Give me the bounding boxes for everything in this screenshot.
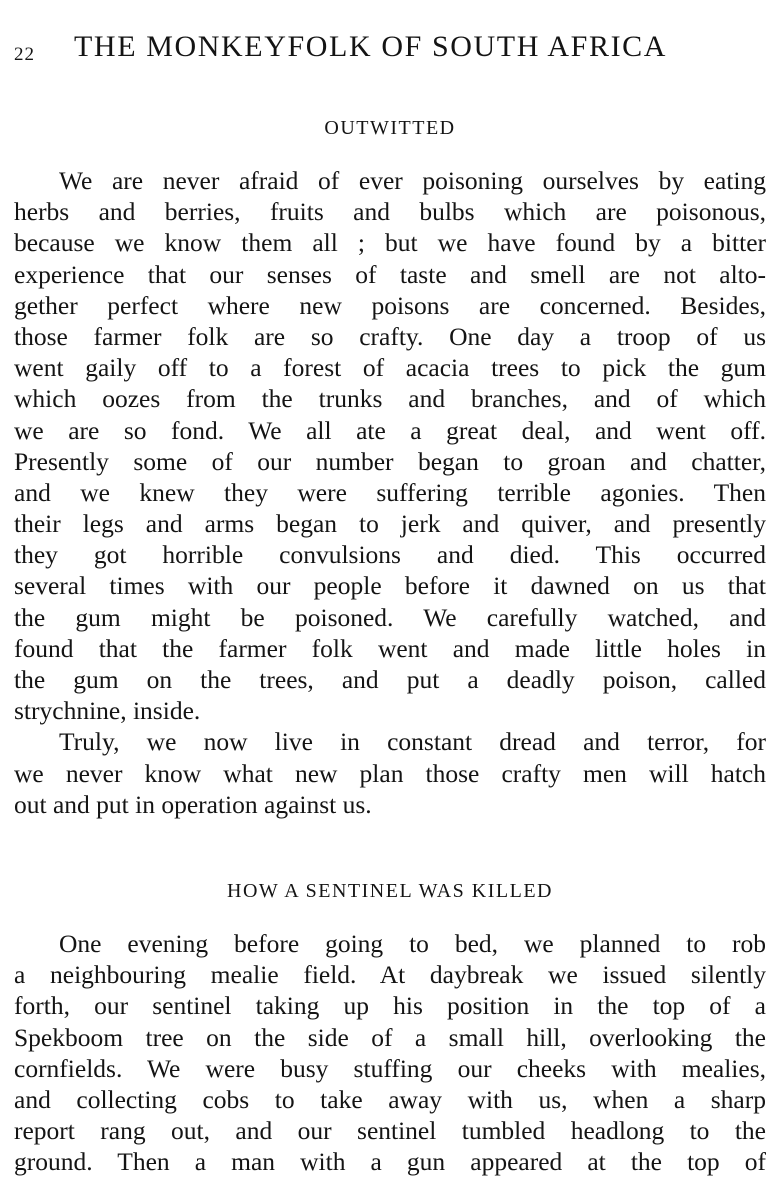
text-line: We are never afraid of ever poisoning ourselves by eating xyxy=(59,166,766,195)
text-line: we never know what new plan those crafty men will hatch xyxy=(14,758,766,788)
text-line: cornfields. We were busy stuffing our cheeks with mealies, xyxy=(14,1053,766,1083)
text-line: and collecting cobs to take away with us, when a sharp xyxy=(14,1084,766,1114)
text-line: out and put in operation against us. xyxy=(14,789,372,819)
text-line: their legs and arms began to jerk and quiver, and presently xyxy=(14,509,766,539)
running-title: THE MONKEYFOLK OF SOUTH AFRICA xyxy=(74,30,668,63)
text-line: forth, our sentinel taking up his position in the top of a xyxy=(14,991,766,1021)
text-line: One evening before going to bed, we planned to rob xyxy=(59,929,766,958)
page-number: 22 xyxy=(14,44,35,65)
section-heading-outwitted: OUTWITTED xyxy=(324,117,456,139)
text-line: gether perfect where new poisons are concerned. Besides, xyxy=(14,290,766,320)
text-line: report rang out, and our sentinel tumbled headlong to the xyxy=(14,1116,766,1146)
text-line: herbs and berries, fruits and bulbs which are poisonous, xyxy=(14,197,766,227)
text-line: which oozes from the trunks and branches, and of which xyxy=(14,384,766,414)
text-line: because we know them all ; but we have found by a bitter xyxy=(14,228,766,258)
text-line: and we knew they were suffering terrible agonies. Then xyxy=(14,477,766,507)
text-line: we are so fond. We all ate a great deal, and went off. xyxy=(14,415,766,445)
text-line: went gaily off to a forest of acacia trees to pick the gum xyxy=(14,353,766,383)
text-line: strychnine, inside. xyxy=(14,696,201,726)
text-line: several times with our people before it dawned on us that xyxy=(14,571,766,601)
text-line: those farmer folk are so crafty. One day a troop of us xyxy=(14,321,766,351)
text-line: a neighbouring mealie field. At daybreak we issued silently xyxy=(14,960,766,990)
text-line: the gum might be poisoned. We carefully watched, and xyxy=(14,602,766,632)
text-line: Truly, we now live in constant dread and terror, for xyxy=(59,727,766,757)
text-line: experience that our senses of taste and smell are not alto- xyxy=(14,259,766,289)
text-line: Spekboom tree on the side of a small hill, overlooking the xyxy=(14,1022,766,1052)
section-body-outwitted xyxy=(14,165,766,820)
text-line: found that the farmer folk went and made little holes in xyxy=(14,633,766,663)
section-body-sentinel xyxy=(14,928,766,1178)
text-line: Presently some of our number began to groan and chatter, xyxy=(14,446,766,476)
text-line: ground. Then a man with a gun appeared at the top of xyxy=(14,1147,766,1177)
running-head xyxy=(14,30,766,70)
text-line: the gum on the trees, and put a deadly poison, called xyxy=(14,665,766,694)
section-heading-sentinel: HOW A SENTINEL WAS KILLED xyxy=(227,880,553,902)
text-line: they got horrible convulsions and died. This occurred xyxy=(14,540,766,570)
